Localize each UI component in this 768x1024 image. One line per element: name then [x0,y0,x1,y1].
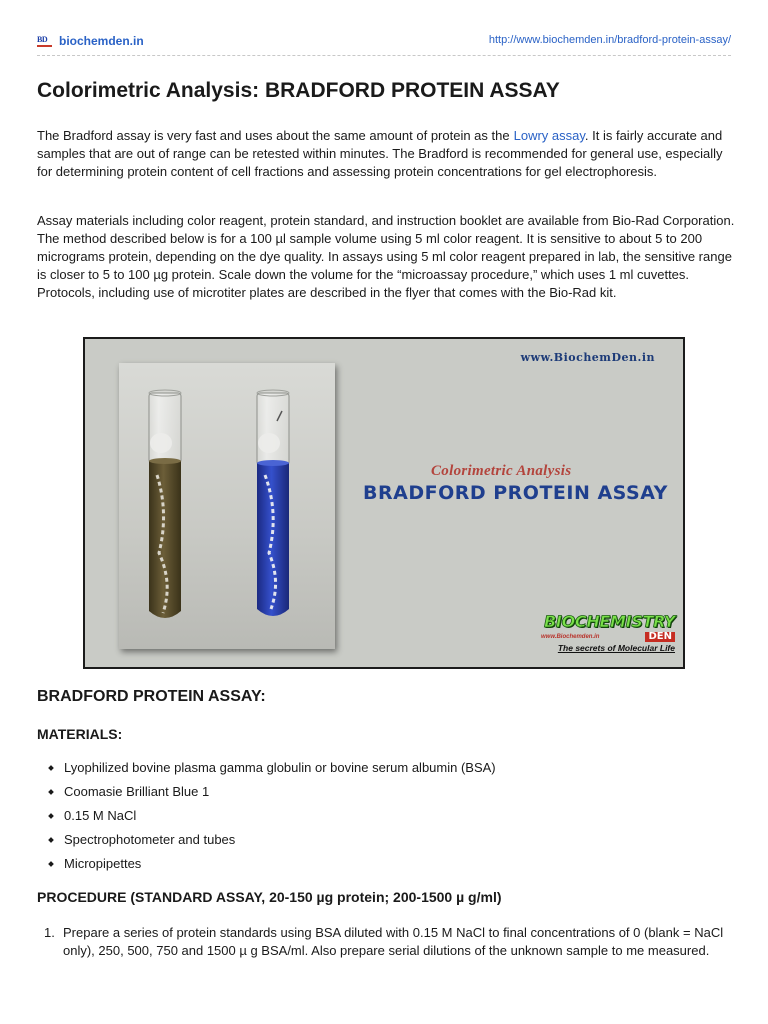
intro-text-before: The Bradford assay is very fast and uses about the same amount of protein as the [37,128,510,143]
step-text: Prepare a series of protein standards using BSA diluted with 0.15 M NaCl to final concentrations of 0 (blank = NaCl only), 250, 500, 750 and 1500 µ g BSA/ml. Also prepare serial dilutions of the unknown sample to me measured. [63,925,724,958]
materials-heading: MATERIALS: [37,726,123,742]
site-logo-icon: BD [37,36,52,47]
figure-title: BRADFORD PROTEIN ASSAY [363,482,668,504]
step-number: 1. [44,925,55,940]
badge-den-text: DEN [645,632,675,642]
list-item: Coomasie Brilliant Blue 1 [37,784,496,808]
materials-paragraph: Assay materials including color reagent, protein standard, and instruction booklet are available from Bio-Rad Corporation. The method described below is for a 100 µl sample volume using 5 ml color reagent. It is sensitive to about 5 to 200 micrograms protein, depending on the dye quality. In assays using 5 ml color reagent prepared in lab, the sensitive range is closer to 5 to 100 µg protein. Scale down the volume for the “microassay procedure,” which uses 1 ml cuvettes. Protocols, including use of microtiter plates are described in the flyer that comes with the Bio-Rad kit. [37,213,735,300]
intro-text-after: . It is fairly accurate and samples that are out of range can be retested within minutes. The Bradford is recommended for general use, especially for determining protein content of cell fractions and assessing protein concentrations for gel electrophoresis. [37,128,723,179]
biochemistry-den-logo [533,612,675,660]
list-item: Lyophilized bovine plasma gamma globulin or bovine serum albumin (BSA) [37,760,496,784]
tube-right [257,390,289,616]
test-tubes-photo [119,363,335,649]
tube-left [149,390,181,618]
bradford-figure [83,337,685,669]
article-title: Colorimetric Analysis: BRADFORD PROTEIN ASSAY [37,79,560,102]
list-item: 0.15 M NaCl [37,808,496,832]
badge-middle-row [533,632,675,642]
procedure-steps [37,924,727,960]
header-divider [37,55,731,56]
list-item: Micropipettes [37,856,496,880]
badge-tagline: The secrets of Molecular Life [557,643,675,653]
procedure-heading: PROCEDURE (STANDARD ASSAY, 20-150 µg protein; 200-1500 µ g/ml) [37,889,502,905]
figure-subtitle: Colorimetric Analysis [431,463,572,479]
page-url-link[interactable]: http://www.biochemden.in/bradford-protein-assay/ [488,34,731,46]
figure-site-url: www.BiochemDen.in [520,351,655,364]
procedure-step [37,924,727,960]
badge-url-text: www.Biochemden.in [541,634,600,640]
intro-paragraph [37,127,737,181]
badge-brand-text: BIOCHEMISTRY [544,612,675,631]
site-brand[interactable] [37,34,144,48]
site-name-link[interactable]: biochemden.in [59,34,144,48]
top-bar [37,34,731,50]
section-heading: BRADFORD PROTEIN ASSAY: [37,688,266,705]
materials-list [37,760,496,880]
lowry-assay-link[interactable]: Lowry assay [513,128,585,143]
list-item: Spectrophotometer and tubes [37,832,496,856]
test-tubes-illustration [119,363,335,649]
